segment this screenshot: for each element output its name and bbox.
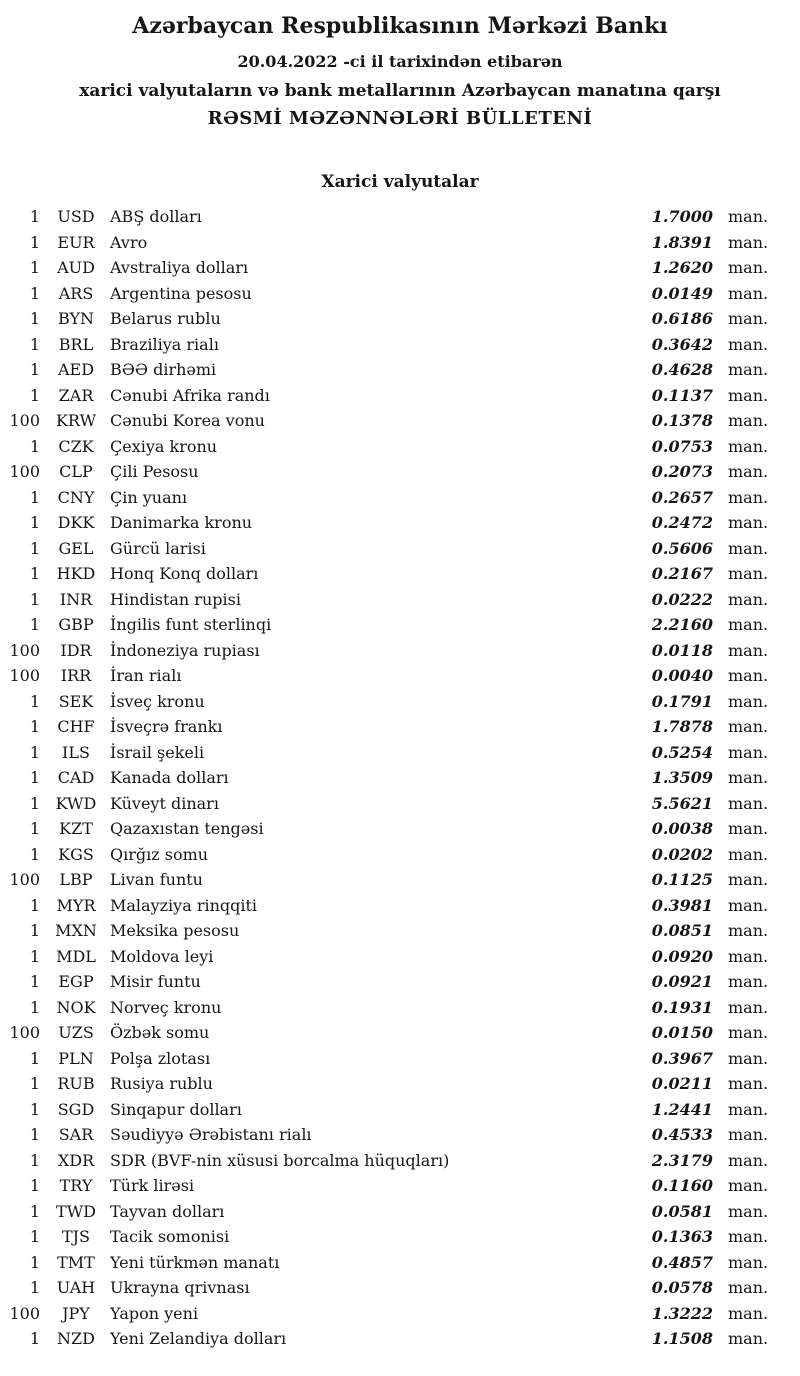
- rate-row: [0, 230, 800, 256]
- rate-row: [0, 1326, 800, 1352]
- currency-code: KGS: [58, 844, 94, 864]
- currency-name: Yeni türkmən manatı: [110, 1252, 280, 1272]
- currency-rate: 0.0118: [651, 640, 713, 660]
- section-title-foreign-currencies: Xarici valyutalar: [321, 172, 479, 192]
- rate-row: [0, 281, 800, 307]
- rate-row: [0, 357, 800, 383]
- currency-quantity: 100: [9, 666, 40, 685]
- rate-row: [0, 791, 800, 817]
- currency-name: Çexiya kronu: [110, 436, 218, 456]
- currency-rate: 0.1137: [651, 385, 713, 405]
- rate-row: [0, 1097, 800, 1123]
- currency-quantity: 100: [9, 411, 40, 430]
- currency-name: Meksika pesosu: [110, 921, 240, 940]
- rate-unit-label: man.: [728, 1048, 769, 1068]
- currency-rate: 0.0150: [651, 1023, 713, 1042]
- currency-quantity: 1: [29, 1201, 40, 1221]
- currency-quantity: 100: [9, 1303, 40, 1323]
- rate-row: [0, 1046, 800, 1072]
- currency-name: Ukrayna qrivnası: [110, 1278, 250, 1297]
- currency-quantity: 1: [29, 1329, 40, 1348]
- currency-rate: 0.5254: [651, 742, 713, 762]
- currency-code: KWD: [55, 793, 97, 813]
- rate-row: [0, 867, 800, 893]
- currency-rate: 1.7000: [651, 207, 713, 226]
- rate-row: [0, 1224, 800, 1250]
- currency-rate: 0.1931: [651, 997, 713, 1017]
- currency-name: İsrail şekeli: [110, 742, 205, 762]
- rate-row: [0, 255, 800, 281]
- currency-code: TRY: [59, 1176, 93, 1195]
- rate-row: [0, 612, 800, 638]
- currency-quantity: 1: [29, 895, 40, 915]
- currency-name: Argentina pesosu: [110, 283, 252, 303]
- rate-row: [0, 995, 800, 1021]
- rate-unit-label: man.: [728, 258, 769, 277]
- currency-name: Polşa zlotası: [110, 1048, 211, 1068]
- rate-unit-label: man.: [728, 895, 769, 915]
- currency-code: CLP: [59, 462, 93, 481]
- currency-quantity: 1: [29, 513, 40, 532]
- rate-unit-label: man.: [728, 513, 769, 532]
- bank-name-title: Azərbaycan Respublikasının Mərkəzi Bankı: [132, 13, 668, 39]
- currency-code: KRW: [55, 411, 97, 430]
- currency-name: BƏƏ dirhəmi: [110, 360, 217, 379]
- currency-code: TMT: [57, 1252, 95, 1272]
- currency-name: Gürcü larisi: [110, 538, 206, 558]
- rate-row: [0, 332, 800, 358]
- currency-name: İngilis funt sterlinqi: [110, 615, 272, 634]
- currency-name: İndoneziya rupiası: [110, 640, 260, 660]
- currency-name: Kanada dolları: [110, 768, 229, 787]
- currency-rate: 0.0149: [651, 283, 713, 303]
- currency-rate: 0.0578: [651, 1278, 713, 1297]
- currency-rate: 1.3222: [651, 1303, 713, 1323]
- currency-quantity: 1: [29, 1048, 40, 1068]
- rate-unit-label: man.: [728, 538, 769, 558]
- currency-rate: 0.2657: [651, 487, 713, 507]
- currency-code: SAR: [58, 1125, 94, 1144]
- currency-quantity: 1: [29, 793, 40, 813]
- rate-unit-label: man.: [728, 564, 769, 583]
- currency-code: MXN: [55, 921, 97, 940]
- currency-code: PLN: [58, 1048, 94, 1068]
- rate-unit-label: man.: [728, 1099, 769, 1119]
- currency-code: GBP: [58, 615, 94, 634]
- currency-code: BRL: [58, 334, 94, 354]
- currency-name: İsveçrə frankı: [110, 717, 223, 736]
- bulletin-scope-line: xarici valyutaların və bank metallarının Azərbaycan manatına qarşı: [79, 81, 721, 101]
- currency-name: Tacik somonisi: [110, 1227, 230, 1246]
- currency-rate: 2.3179: [651, 1150, 713, 1170]
- currency-quantity: 100: [9, 1023, 40, 1042]
- currency-name: Rusiya rublu: [110, 1074, 213, 1093]
- currency-code: ARS: [58, 283, 94, 303]
- bulletin-header: [0, 12, 800, 130]
- currency-code: CAD: [57, 768, 95, 787]
- currency-name: Çin yuanı: [110, 487, 188, 507]
- rate-unit-label: man.: [728, 462, 769, 481]
- rate-row: [0, 689, 800, 715]
- currency-quantity: 1: [29, 283, 40, 303]
- rate-unit-label: man.: [728, 1176, 769, 1195]
- rate-row: [0, 434, 800, 460]
- currency-rate: 0.1125: [651, 870, 713, 889]
- rates-table: [0, 204, 800, 1352]
- currency-name: Sinqapur dolları: [110, 1099, 242, 1119]
- currency-rate: 0.4533: [651, 1125, 713, 1144]
- currency-code: UZS: [58, 1023, 94, 1042]
- currency-name: Avro: [110, 232, 148, 252]
- rate-row: [0, 536, 800, 562]
- rate-unit-label: man.: [728, 1227, 769, 1246]
- currency-rate: 0.3967: [651, 1048, 713, 1068]
- currency-quantity: 100: [9, 870, 40, 889]
- currency-quantity: 1: [29, 1099, 40, 1119]
- rate-unit-label: man.: [728, 1125, 769, 1144]
- currency-code: TWD: [56, 1201, 96, 1221]
- currency-rate: 0.4628: [651, 360, 713, 379]
- currency-code: CNY: [57, 487, 95, 507]
- rate-unit-label: man.: [728, 334, 769, 354]
- currency-code: IDR: [60, 640, 92, 660]
- currency-rate: 0.4857: [651, 1252, 713, 1272]
- currency-quantity: 1: [29, 997, 40, 1017]
- rate-unit-label: man.: [728, 946, 769, 966]
- currency-rate: 0.0202: [651, 844, 713, 864]
- rate-unit-label: man.: [728, 1074, 769, 1093]
- currency-quantity: 1: [29, 1074, 40, 1093]
- currency-quantity: 1: [29, 615, 40, 634]
- currency-quantity: 1: [29, 844, 40, 864]
- rate-row: [0, 740, 800, 766]
- currency-quantity: 1: [29, 691, 40, 711]
- currency-name: Cənubi Afrika randı: [110, 385, 270, 405]
- currency-quantity: 1: [29, 819, 40, 838]
- rate-unit-label: man.: [728, 793, 769, 813]
- currency-name: ABŞ dolları: [110, 207, 202, 226]
- currency-rate: 0.5606: [651, 538, 713, 558]
- currency-quantity: 1: [29, 360, 40, 379]
- currency-code: MDL: [56, 946, 96, 966]
- currency-quantity: 1: [29, 564, 40, 583]
- currency-quantity: 100: [9, 462, 40, 481]
- effective-date-line: 20.04.2022 -ci il tarixindən etibarən: [237, 52, 563, 71]
- currency-quantity: 1: [29, 232, 40, 252]
- rate-unit-label: man.: [728, 436, 769, 456]
- currency-name: Belarus rublu: [110, 309, 221, 328]
- currency-quantity: 1: [29, 1252, 40, 1272]
- rate-unit-label: man.: [728, 666, 769, 685]
- currency-name: Honq Konq dolları: [110, 564, 259, 583]
- rate-row: [0, 893, 800, 919]
- rate-unit-label: man.: [728, 819, 769, 838]
- currency-code: LBP: [59, 870, 93, 889]
- rate-row: [0, 1301, 800, 1327]
- currency-rate: 2.2160: [651, 615, 713, 634]
- currency-name: Yapon yeni: [110, 1303, 199, 1323]
- rate-unit-label: man.: [728, 1201, 769, 1221]
- bulletin-title: RƏSMİ MƏZƏNNƏLƏRİ BÜLLETENİ: [207, 108, 593, 129]
- currency-code: TJS: [61, 1227, 91, 1246]
- currency-code: SGD: [57, 1099, 95, 1119]
- rate-row: [0, 638, 800, 664]
- rate-unit-label: man.: [728, 1329, 769, 1348]
- rate-unit-label: man.: [728, 972, 769, 991]
- rate-unit-label: man.: [728, 768, 769, 787]
- rate-unit-label: man.: [728, 360, 769, 379]
- currency-name: Tayvan dolları: [110, 1201, 225, 1221]
- currency-quantity: 1: [29, 207, 40, 226]
- currency-name: Braziliya rialı: [110, 334, 219, 354]
- rate-unit-label: man.: [728, 870, 769, 889]
- rate-row: [0, 485, 800, 511]
- currency-rate: 0.2472: [651, 513, 713, 532]
- currency-quantity: 1: [29, 946, 40, 966]
- currency-code: USD: [57, 207, 95, 226]
- rate-row: [0, 1275, 800, 1301]
- currency-name: Moldova leyi: [110, 946, 214, 966]
- rate-unit-label: man.: [728, 742, 769, 762]
- currency-quantity: 1: [29, 538, 40, 558]
- currency-quantity: 1: [29, 1176, 40, 1195]
- currency-rate: 0.0920: [651, 946, 713, 966]
- currency-name: Çili Pesosu: [110, 462, 199, 481]
- currency-code: CZK: [58, 436, 94, 456]
- currency-quantity: 1: [29, 1278, 40, 1297]
- rate-row: [0, 1071, 800, 1097]
- rate-unit-label: man.: [728, 207, 769, 226]
- currency-quantity: 1: [29, 487, 40, 507]
- currency-code: AED: [57, 360, 95, 379]
- currency-code: NZD: [57, 1329, 95, 1348]
- rate-unit-label: man.: [728, 1023, 769, 1042]
- currency-quantity: 1: [29, 385, 40, 405]
- currency-name: Malayziya rinqqiti: [110, 895, 258, 915]
- rate-unit-label: man.: [728, 1150, 769, 1170]
- currency-rate: 0.0753: [651, 436, 713, 456]
- currency-name: Qazaxıstan tengəsi: [110, 819, 264, 838]
- currency-code: SEK: [58, 691, 94, 711]
- rate-unit-label: man.: [728, 1303, 769, 1323]
- currency-rate: 0.2073: [651, 462, 713, 481]
- currency-rate: 0.0211: [651, 1074, 713, 1093]
- currency-code: IRR: [60, 666, 92, 685]
- rate-unit-label: man.: [728, 615, 769, 634]
- currency-name: Cənubi Korea vonu: [110, 411, 265, 430]
- rate-unit-label: man.: [728, 717, 769, 736]
- currency-rate: 0.0040: [651, 666, 713, 685]
- currency-quantity: 1: [29, 921, 40, 940]
- rate-unit-label: man.: [728, 232, 769, 252]
- rate-unit-label: man.: [728, 640, 769, 660]
- currency-name: İsveç kronu: [110, 691, 205, 711]
- rate-row: [0, 842, 800, 868]
- currency-rate: 0.2167: [651, 564, 713, 583]
- currency-rate: 0.0581: [651, 1201, 713, 1221]
- currency-code: RUB: [57, 1074, 95, 1093]
- currency-rate: 0.1363: [651, 1227, 713, 1246]
- currency-code: XDR: [57, 1150, 95, 1170]
- currency-name: Özbək somu: [110, 1023, 210, 1042]
- currency-name: Hindistan rupisi: [110, 589, 241, 609]
- currency-rate: 0.0921: [651, 972, 713, 991]
- currency-code: GEL: [58, 538, 94, 558]
- rate-row: [0, 204, 800, 230]
- rate-row: [0, 1122, 800, 1148]
- currency-quantity: 100: [9, 640, 40, 660]
- currency-name: Səudiyyə Ərəbistanı rialı: [110, 1125, 312, 1144]
- rate-row: [0, 918, 800, 944]
- currency-rate: 1.3509: [651, 768, 713, 787]
- currency-rate: 1.7878: [651, 717, 713, 736]
- currency-quantity: 1: [29, 972, 40, 991]
- currency-name: Norveç kronu: [110, 997, 222, 1017]
- rate-row: [0, 408, 800, 434]
- currency-name: SDR (BVF-nin xüsusi borcalma hüquqları): [110, 1150, 450, 1170]
- currency-rate: 5.5621: [651, 793, 713, 813]
- rate-unit-label: man.: [728, 691, 769, 711]
- rate-row: [0, 816, 800, 842]
- currency-rate: 0.0222: [651, 589, 713, 609]
- rate-unit-label: man.: [728, 411, 769, 430]
- currency-rate: 1.1508: [651, 1329, 713, 1348]
- currency-quantity: 1: [29, 334, 40, 354]
- currency-quantity: 1: [29, 1227, 40, 1246]
- currency-name: Avstraliya dolları: [110, 258, 249, 277]
- currency-rate: 0.0851: [651, 921, 713, 940]
- currency-name: Danimarka kronu: [110, 513, 253, 532]
- currency-code: ZAR: [58, 385, 94, 405]
- currency-quantity: 1: [29, 309, 40, 328]
- currency-name: Yeni Zelandiya dolları: [110, 1329, 287, 1348]
- currency-quantity: 1: [29, 768, 40, 787]
- rate-row: [0, 459, 800, 485]
- rate-row: [0, 1148, 800, 1174]
- rate-row: [0, 714, 800, 740]
- rate-row: [0, 561, 800, 587]
- rate-unit-label: man.: [728, 844, 769, 864]
- currency-code: HKD: [56, 564, 96, 583]
- rate-unit-label: man.: [728, 1278, 769, 1297]
- currency-code: EGP: [58, 972, 94, 991]
- currency-quantity: 1: [29, 589, 40, 609]
- currency-quantity: 1: [29, 742, 40, 762]
- currency-code: CHF: [57, 717, 95, 736]
- currency-code: UAH: [56, 1278, 96, 1297]
- currency-rate: 0.3981: [651, 895, 713, 915]
- currency-code: KZT: [59, 819, 93, 838]
- currency-rate: 0.1378: [651, 411, 713, 430]
- currency-name: Türk lirəsi: [110, 1176, 195, 1195]
- rate-row: [0, 306, 800, 332]
- currency-code: ILS: [62, 742, 90, 762]
- currency-code: INR: [59, 589, 93, 609]
- currency-code: BYN: [57, 309, 95, 328]
- currency-rate: 0.0038: [651, 819, 713, 838]
- currency-code: JPY: [62, 1303, 90, 1323]
- currency-name: Qırğız somu: [110, 844, 209, 864]
- rate-row: [0, 1199, 800, 1225]
- rate-unit-label: man.: [728, 921, 769, 940]
- rate-unit-label: man.: [728, 487, 769, 507]
- currency-code: MYR: [56, 895, 96, 915]
- rate-row: [0, 1250, 800, 1276]
- currency-rate: 1.2620: [651, 258, 713, 277]
- rate-unit-label: man.: [728, 309, 769, 328]
- rate-unit-label: man.: [728, 589, 769, 609]
- currency-quantity: 1: [29, 1125, 40, 1144]
- rate-row: [0, 765, 800, 791]
- rate-row: [0, 944, 800, 970]
- currency-quantity: 1: [29, 717, 40, 736]
- currency-rate: 1.2441: [651, 1099, 713, 1119]
- rate-row: [0, 1173, 800, 1199]
- rate-row: [0, 969, 800, 995]
- currency-name: Misir funtu: [110, 972, 201, 991]
- currency-quantity: 1: [29, 436, 40, 456]
- rate-row: [0, 587, 800, 613]
- currency-name: Küveyt dinarı: [110, 793, 219, 813]
- currency-name: Livan funtu: [110, 870, 203, 889]
- rate-row: [0, 1020, 800, 1046]
- rate-row: [0, 663, 800, 689]
- currency-code: NOK: [56, 997, 96, 1017]
- currency-code: AUD: [57, 258, 95, 277]
- currency-rate: 1.8391: [651, 232, 713, 252]
- currency-rate: 0.6186: [651, 309, 713, 328]
- currency-code: EUR: [57, 232, 95, 252]
- rate-unit-label: man.: [728, 283, 769, 303]
- currency-rate: 0.1791: [651, 691, 713, 711]
- rate-unit-label: man.: [728, 385, 769, 405]
- rate-row: [0, 510, 800, 536]
- rate-row: [0, 383, 800, 409]
- rate-unit-label: man.: [728, 997, 769, 1017]
- rate-unit-label: man.: [728, 1252, 769, 1272]
- currency-quantity: 1: [29, 258, 40, 277]
- currency-quantity: 1: [29, 1150, 40, 1170]
- currency-code: DKK: [57, 513, 95, 532]
- currency-rate: 0.3642: [651, 334, 713, 354]
- currency-rate: 0.1160: [651, 1176, 713, 1195]
- currency-name: İran rialı: [110, 666, 182, 685]
